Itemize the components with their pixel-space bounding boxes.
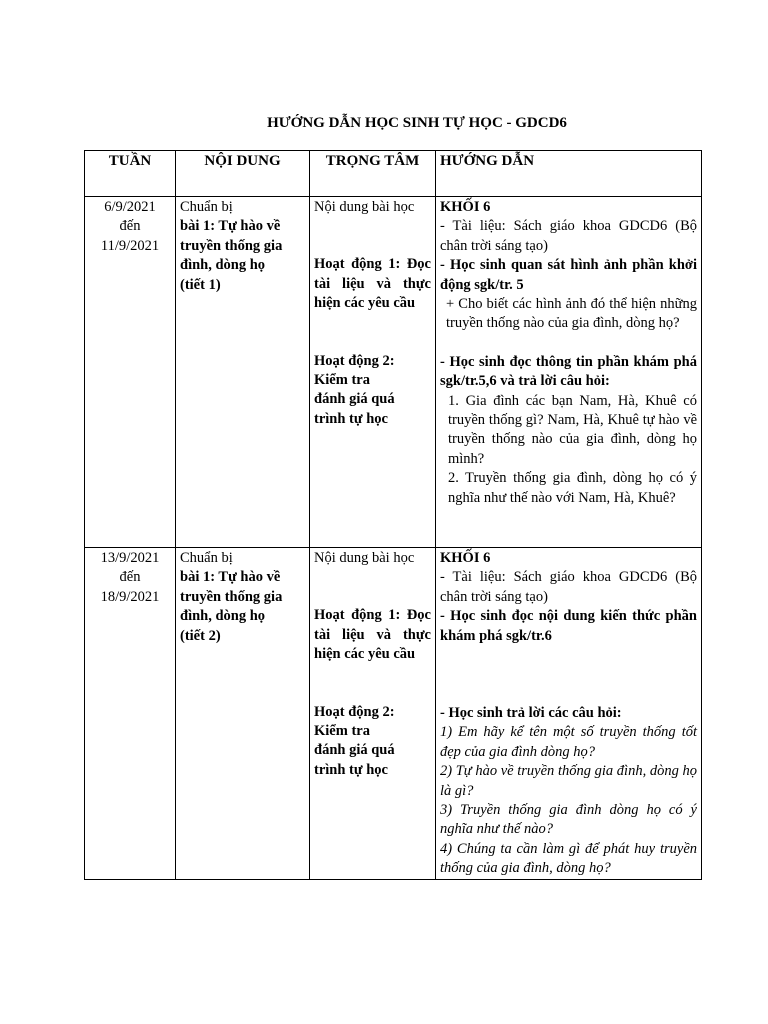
header-content: NỘI DUNG	[176, 151, 310, 197]
question-1: 1. Gia đình các bạn Nam, Hà, Khuê có truyền thống gì? Nam, Hà, Khuê tự hào về truyền thống nào của gia đình, dòng họ mình?	[448, 392, 697, 467]
focus-cell	[310, 197, 436, 548]
activity-2-line-3: đánh giá quá	[314, 742, 395, 759]
question-4: 4) Chúng ta cần làm gì để phát huy truyền thống của gia đình, dòng họ?	[440, 840, 697, 877]
grade-label: KHỐI 6	[440, 550, 491, 566]
week-to: đến	[119, 218, 141, 235]
lesson-title: bài 1: Tự hào về truyền thống gia đình, dòng họ	[180, 218, 283, 274]
week-start: 13/9/2021	[100, 550, 160, 566]
study-guide-table	[84, 150, 702, 880]
prep-label: Chuẩn bị	[180, 550, 233, 566]
activity-2-line-3: đánh giá quá	[314, 391, 395, 408]
week-cell	[85, 197, 176, 548]
task-1-sub: + Cho biết các hình ảnh đó thể hiện những truyền thống nào của gia đình, dòng họ?	[446, 296, 697, 332]
header-guide: HƯỚNG DẪN	[436, 151, 702, 197]
focus-content: Nội dung bài học	[314, 550, 415, 566]
activity-1: Hoạt động 1: Đọc tài liệu và thực hiện các yêu cầu	[314, 607, 431, 663]
activity-2-line-2: Kiểm tra	[314, 372, 370, 389]
week-start: 6/9/2021	[104, 199, 156, 215]
content-cell	[176, 548, 310, 880]
table-header-row	[85, 151, 702, 197]
guide-cell	[436, 197, 702, 548]
activity-2-line-2: Kiểm tra	[314, 723, 370, 740]
activity-2-line-1: Hoạt động 2:	[314, 703, 395, 720]
document-title: HƯỚNG DẪN HỌC SINH TỰ HỌC - GDCD6	[267, 115, 567, 131]
task-2: - Học sinh đọc thông tin phần khám phá sgk/tr.5,6 và trả lời câu hỏi:	[440, 353, 697, 390]
question-3: 3) Truyền thống gia đình dòng họ có ý nghĩa như thế nào?	[440, 802, 697, 838]
lesson-title: bài 1: Tự hào về truyền thống gia đình, dòng họ	[180, 569, 283, 625]
table-row	[85, 548, 702, 880]
content-cell	[176, 197, 310, 548]
prep-label: Chuẩn bị	[180, 199, 233, 215]
week-to: đến	[119, 569, 141, 586]
week-end: 11/9/2021	[100, 237, 160, 254]
week-cell	[85, 548, 176, 880]
material-note: - Tài liệu: Sách giáo khoa GDCD6 (Bộ chân trời sáng tạo)	[440, 218, 697, 254]
task-1: - Học sinh quan sát hình ảnh phần khởi động sgk/tr. 5	[440, 257, 697, 293]
table-row	[85, 197, 702, 548]
header-week: TUẦN	[85, 151, 176, 197]
task-2: - Học sinh trả lời các câu hỏi:	[440, 705, 622, 722]
question-2: 2) Tự hào về truyền thống gia đình, dòng họ là gì?	[440, 763, 697, 799]
lesson-period: (tiết 1)	[180, 276, 221, 293]
question-1: 1) Em hãy kể tên một số truyền thống tốt đẹp của gia đình dòng họ?	[440, 724, 697, 760]
task-1: - Học sinh đọc nội dung kiến thức phần khám phá sgk/tr.6	[440, 608, 697, 644]
question-2: 2. Truyền thống gia đình, dòng họ có ý nghĩa như thế nào với Nam, Hà, Khuê?	[448, 470, 697, 506]
focus-cell	[310, 548, 436, 880]
week-end: 18/9/2021	[100, 588, 160, 605]
lesson-period: (tiết 2)	[180, 627, 221, 644]
activity-2-line-4: trình tự học	[314, 410, 388, 427]
guide-cell	[436, 548, 702, 880]
focus-content: Nội dung bài học	[314, 199, 415, 215]
activity-2-line-4: trình tự học	[314, 761, 388, 778]
material-note: - Tài liệu: Sách giáo khoa GDCD6 (Bộ chân trời sáng tạo)	[440, 569, 697, 605]
activity-2-line-1: Hoạt động 2:	[314, 352, 395, 369]
activity-1: Hoạt động 1: Đọc tài liệu và thực hiện các yêu cầu	[314, 256, 431, 312]
grade-label: KHỐI 6	[440, 199, 491, 215]
header-focus: TRỌNG TÂM	[310, 151, 436, 197]
